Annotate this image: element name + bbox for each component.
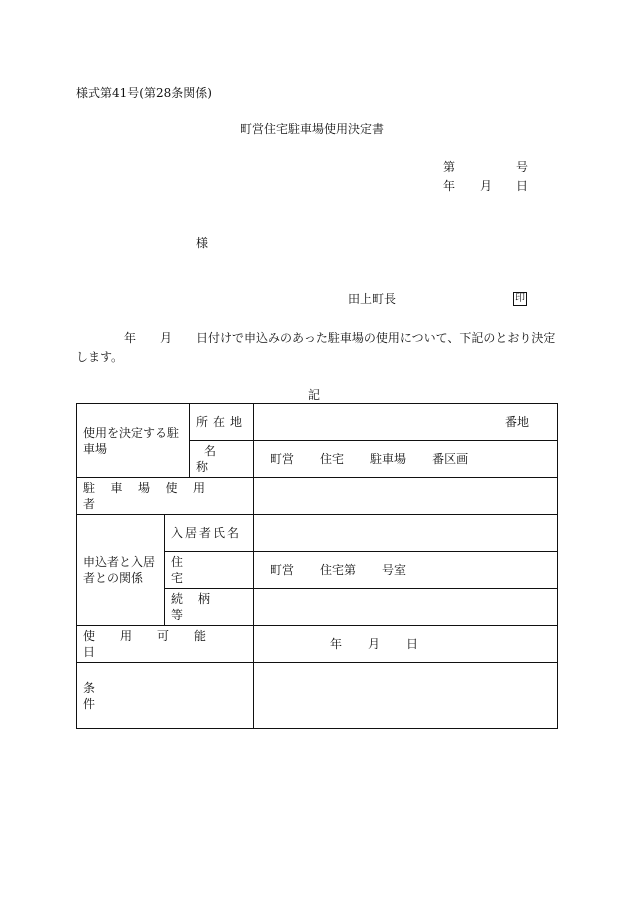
relationship-value-cell xyxy=(254,589,558,626)
date-month: 月 xyxy=(480,179,493,193)
doc-number-dai: 第 xyxy=(443,160,456,174)
addressee-suffix: 様 xyxy=(196,236,209,250)
relation-label: 申込者と入居者との関係 xyxy=(83,555,156,585)
location-label-cell xyxy=(190,404,254,441)
relationship-label-cell xyxy=(165,589,254,626)
document-title: 町営住宅駐車場使用決定書 xyxy=(240,122,385,136)
conditions-label-cell xyxy=(77,663,254,729)
residence-value-housing: 住宅第 xyxy=(320,563,357,577)
name-value-cell xyxy=(254,441,558,478)
available-date-day: 日 xyxy=(406,637,419,651)
doc-number-go: 号 xyxy=(516,160,529,174)
form-number: 様式第41号(第28条関係) xyxy=(76,86,212,100)
available-date-value-cell xyxy=(254,626,558,663)
name-value-housing: 住宅 xyxy=(320,452,345,466)
body-line2: します。 xyxy=(76,350,124,364)
residence-value-cell xyxy=(254,552,558,589)
user-value-cell xyxy=(254,478,558,515)
relationship-label: 続柄等 xyxy=(171,592,226,622)
available-date-label-cell xyxy=(77,626,254,663)
available-date-month: 月 xyxy=(368,637,381,651)
residence-value-town: 町営 xyxy=(270,563,295,577)
seal-stamp-box: 印 xyxy=(515,293,525,304)
date-year: 年 xyxy=(443,179,456,193)
location-label: 所在地 xyxy=(196,415,248,429)
name-value-parking: 駐車場 xyxy=(370,452,407,466)
parking-label-cell xyxy=(77,404,190,478)
date-day: 日 xyxy=(516,179,529,193)
user-label: 駐車場使用者 xyxy=(83,481,221,511)
body-year: 年 xyxy=(124,331,137,345)
name-value-town: 町営 xyxy=(270,452,295,466)
relation-label-cell xyxy=(77,515,165,626)
resident-value-cell xyxy=(254,515,558,552)
name-label-cell xyxy=(190,441,254,478)
ki-heading: 記 xyxy=(308,388,321,402)
location-value-cell xyxy=(254,404,558,441)
available-date-year: 年 xyxy=(330,637,343,651)
user-label-cell xyxy=(77,478,254,515)
conditions-value-cell xyxy=(254,663,558,729)
available-date-label: 使用可能日 xyxy=(83,629,232,659)
residence-label-cell xyxy=(165,552,254,589)
body-month: 月 xyxy=(160,331,173,345)
resident-label: 入居者氏名 xyxy=(171,526,242,540)
name-label: 名称 xyxy=(196,444,239,474)
conditions-label: 条件 xyxy=(83,680,232,711)
parking-label: 使用を決定する駐車場 xyxy=(83,425,180,456)
decision-table xyxy=(76,403,558,729)
body-line1: 日付けで申込みのあった駐車場の使用について、下記のとおり決定 xyxy=(196,331,556,345)
residence-value-room: 号室 xyxy=(382,563,407,577)
name-value-section: 番区画 xyxy=(432,452,469,466)
location-value: 番地 xyxy=(505,415,530,429)
resident-label-cell xyxy=(165,515,254,552)
issuer: 田上町長 xyxy=(348,292,397,306)
residence-label: 住宅 xyxy=(171,555,230,585)
